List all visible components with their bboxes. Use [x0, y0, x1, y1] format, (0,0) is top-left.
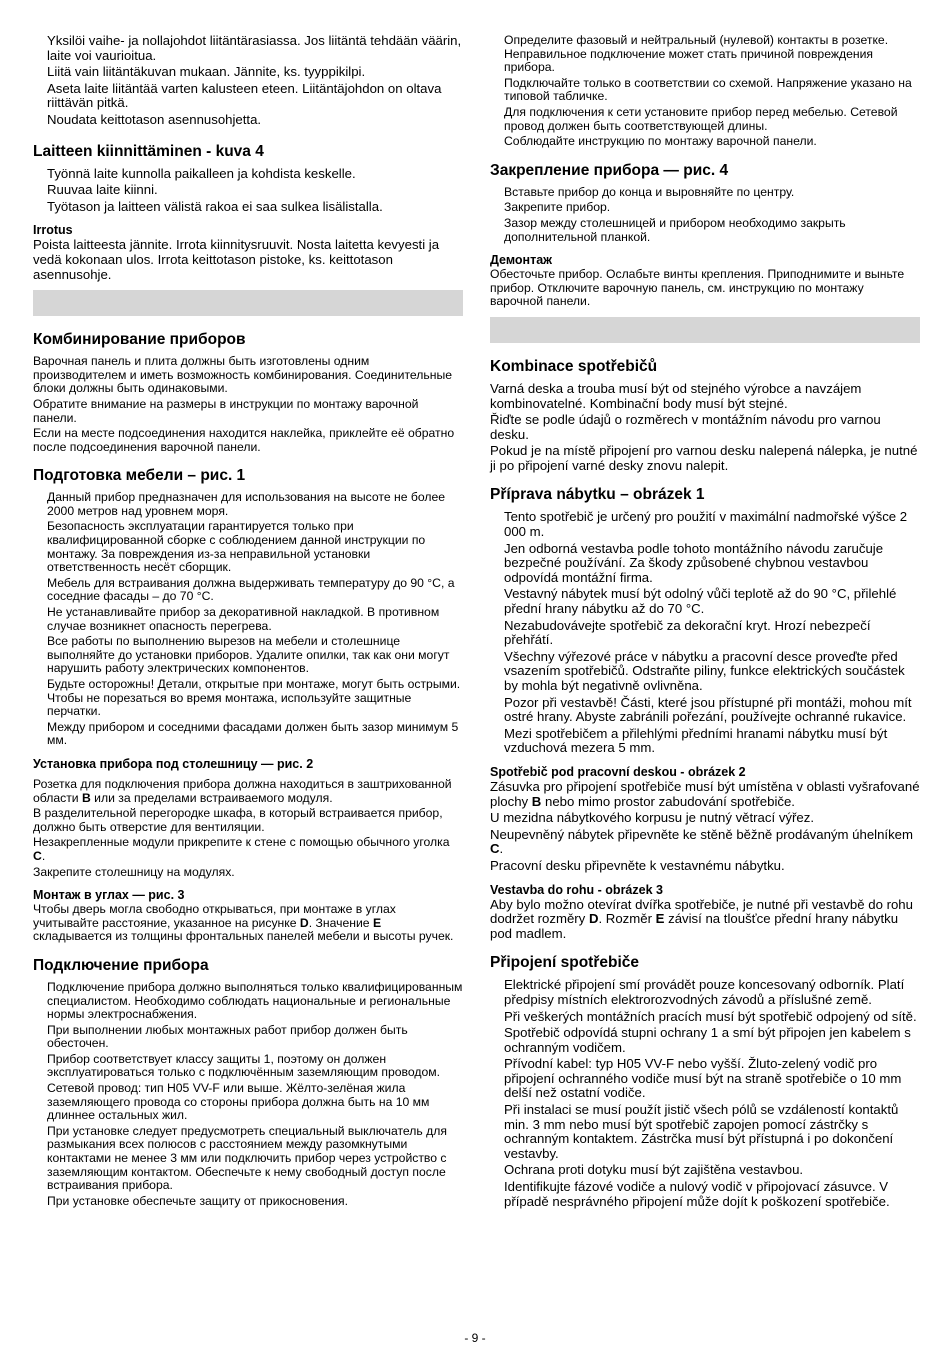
paragraph: Řiďte se podle údajů o rozměrech v montážním návodu pro varnou desku.: [490, 412, 881, 442]
paragraph: Ruuvaa laite kiinni.: [47, 182, 158, 198]
paragraph: Identifikujte fázové vodiče a nulový vodič v připojovací zásuvce. V případě nesprávného připojení může dojít k poškození spotřebiče.: [504, 1179, 890, 1209]
paragraph: Розетка для подключения прибора должна находиться в заштрихованной области B или за пределами встраиваемого модуля.: [33, 776, 452, 805]
paragraph: При установке обеспечьте защиту от прикосновения.: [47, 1193, 348, 1208]
paragraph: Přívodní kabel: typ H05 VV-F nebo vyšší. Žluto-zelený vodič pro připojení ochranného vodiče musí být na straně spotřebiče o 10 mm delší než ostatní vodiče.: [504, 1056, 902, 1101]
paragraph: Aby bylo možno otevírat dvířka spotřebiče, je nutné při vestavbě do rohu dodržet rozměry D. Rozměr E závisí na tloušťce přední hrany nábytku pod madlem.: [490, 896, 913, 941]
paragraph: Zásuvka pro připojení spotřebiče musí být umístěna v oblasti vyšrafované plochy B nebo mimo prostor zabudování spotřebiče.: [490, 778, 920, 809]
paragraph: При выполнении любых монтажных работ прибор должен быть обесточен.: [47, 1022, 408, 1051]
paragraph: Elektrické připojení smí provádět pouze koncesovaný odborník. Platí předpisy místních elektrorozvodných závodů a příslušné země.: [504, 977, 905, 1007]
paragraph: Työtason ja laitteen välistä rakoa ei saa sulkea lisälistalla.: [47, 198, 383, 214]
paragraph: Безопасность эксплуатации гарантируется только при квалифицированной сборке с соблюдением данной инструкции по монтажу. За повреждения из-за неправильной установки ответственность несёт сборщик.: [47, 519, 426, 575]
paragraph: Закрепите столешницу на модулях.: [33, 864, 235, 879]
language-separator-bar: [490, 317, 920, 343]
paragraph: Чтобы дверь могла свободно открываться, при монтаже в углах учитывайте расстояние, указанное на рисунке D. Значение E складывается из толщины фронтальных панелей мебели и высоты ручек.: [33, 902, 454, 944]
paragraph: Nezabudovávejte spotřebič za dekorační kryt. Hrozí nebezpečí přehřátí.: [504, 617, 871, 648]
subsection-heading: Spotřebič pod pracovní deskou - obrázek 2: [490, 764, 746, 779]
paragraph: Определите фазовый и нейтральный (нулевой) контакты в розетке. Неправильное подключение может стать причиной повреждения прибора.: [504, 33, 889, 75]
subsection-heading: Монтаж в углах — рис. 3: [33, 888, 185, 903]
paragraph: Соблюдайте инструкцию по монтажу варочной панели.: [504, 134, 817, 149]
paragraph: Mezi spotřebičem a přilehlými předními hranami nábytku musí být vzduchová mezera 5 mm.: [504, 725, 888, 756]
section-heading: Комбинирование приборов: [33, 331, 246, 349]
subsection-heading: Irrotus: [33, 223, 73, 238]
paragraph: Aseta laite liitäntää varten kalusteen eteen. Liitäntäjohdon on oltava riittävän pitkä.: [47, 80, 442, 111]
section-heading: Закрепление прибора — рис. 4: [490, 161, 729, 179]
subsection-heading: Установка прибора под столешницу — рис. 2: [33, 756, 314, 771]
paragraph: Tento spotřebič je určený pro použití v maximální nadmořské výšce 2 000 m.: [504, 509, 908, 540]
paragraph: Neupevněný nábytek připevněte ke stěně běžně prodávaným úhelníkem C.: [490, 826, 914, 857]
paragraph: Варочная панель и плита должны быть изготовлены одним производителем и иметь возможность комбинирования. Соединительные блоки должны быть одинаковыми.: [33, 354, 453, 396]
paragraph: Подключение прибора должно выполняться только квалифицированным специалистом. Необходимо соблюдать национальные и региональные нормы электроснабжения.: [47, 979, 463, 1022]
paragraph: Pracovní desku připevněte k vestavnému nábytku.: [490, 857, 785, 873]
paragraph: Jen odborná vestavba podle tohoto montážního návodu zaručuje bezpečné používání. Za škody způsobené chybnou vestavbou odpovídá montážní firma.: [504, 540, 884, 585]
paragraph: Noudata keittotason asennusohjetta.: [47, 111, 262, 127]
paragraph: Spotřebič odpovídá stupni ochrany 1 a smí být připojen jen kabelem s ochranným vodičem.: [504, 1025, 911, 1055]
subsection-heading: Vestavba do rohu - obrázek 3: [490, 882, 663, 897]
paragraph: Varná deska a trouba musí být od stejného výrobce a navzájem kombinovatelné. Kombinační body musí být stejné.: [490, 380, 862, 411]
section-heading: Kombinace spotřebičů: [490, 357, 658, 375]
paragraph: Не устанавливайте прибор за декоративной накладкой. В противном случае возникнет опасность перегрева.: [47, 605, 440, 633]
paragraph: При установке следует предусмотреть специальный выключатель для размыкания всех полюсов с расстоянием между разомкнутыми контактами не менее 3 мм или подключить прибор через устройство с заземляющим контактом. Обеспечьте к нему свободный доступ после встраивания прибора.: [47, 1123, 447, 1193]
paragraph: Закрепите прибор.: [504, 200, 611, 215]
paragraph: Мебель для встраивания должна выдерживать температуру до 90 °C, а соседние фасады – до 70 °C.: [47, 575, 455, 604]
paragraph: Вставьте прибор до конца и выровняйте по центру.: [504, 184, 795, 199]
paragraph: Pozor při vestavbě! Části, které jsou přístupné při montáži, mohou mít ostré hrany. Abyste zabránili pořezání, používejte ochranné rukavice.: [504, 694, 912, 725]
paragraph: Данный прибор предназначен для использования на высоте не более 2000 метров над уровнем моря.: [47, 490, 446, 518]
paragraph: Při veškerých montážních pracích musí být spotřebič odpojený od sítě.: [504, 1008, 917, 1024]
paragraph: Poista laitteesta jännite. Irrota kiinnitysruuvit. Nosta laitetta kevyesti ja vedä kokonaan ulos. Irrota keittotason pistoke, ks. keittotason asennusohje.: [33, 237, 440, 282]
language-separator-bar: [33, 290, 463, 316]
left-column: [33, 34, 463, 1210]
paragraph: Будьте осторожны! Детали, открытые при монтаже, могут быть острыми. Чтобы не порезаться во время монтажа, используйте защитные перчатки.: [47, 677, 461, 719]
page-number: - 9 -: [464, 1331, 486, 1345]
paragraph: Při instalaci se musí použít jistič všech pólů se vzdáleností kontaktů min. 3 mm nebo musí být spotřebič zapojen pomocí zástrčky s ochranným kontaktem. Zástrčka musí být přístupná i po dokončení vestavby.: [504, 1102, 899, 1161]
paragraph: Yksilöi vaihe- ja nollajohdot liitäntärasiassa. Jos liitäntä tehdään väärin, laite voi vaurioitua.: [47, 33, 462, 63]
section-heading: Подключение прибора: [33, 956, 209, 974]
subsection-heading: Демонтаж: [490, 253, 553, 268]
paragraph: Между прибором и соседними фасадами должен быть зазор минимум 5 мм.: [47, 719, 459, 748]
paragraph: U mezidna nábytkového korpusu je nutný větrací výřez.: [490, 810, 814, 826]
paragraph: Ochrana proti dotyku musí být zajištěna vestavbou.: [504, 1162, 804, 1178]
paragraph: Для подключения к сети установите прибор перед мебелью. Сетевой провод должен быть соответствующей длины.: [504, 104, 898, 133]
right-column: [490, 34, 920, 1211]
paragraph: Työnnä laite kunnolla paikalleen ja kohdista keskelle.: [47, 165, 356, 181]
fi-install-list: [33, 34, 463, 128]
paragraph: Обесточьте прибор. Ослабьте винты крепления. Приподнимите и выньте прибор. Отключите варочную панель, см. инструкцию по монтажу варочной панели.: [490, 267, 905, 309]
paragraph: Если на месте подсоединения находится наклейка, приклейте её обратно после подсоединения варочной панели.: [33, 426, 455, 454]
paragraph: Pokud je na místě připojení pro varnou desku nalepená nálepka, je nutné ji po připojení varné desky znovu nalepit.: [490, 443, 918, 473]
paragraph: Зазор между столешницей и прибором необходимо закрыть дополнительной планкой.: [504, 215, 846, 244]
section-heading: Připojení spotřebiče: [490, 954, 640, 972]
paragraph: Прибор соответствует классу защиты 1, поэтому он должен эксплуатироваться только с подключённым заземляющим проводом.: [47, 1051, 441, 1080]
paragraph: Všechny výřezové práce v nábytku a pracovní desce proveďte před vsazením spotřebičů. Odstraňte piliny, funkce elektrických součástek by mohla být negativně ovlivněna.: [504, 648, 905, 693]
section-heading: Laitteen kiinnittäminen - kuva 4: [33, 142, 264, 160]
paragraph: Все работы по выполнению вырезов на мебели и столешнице выполняйте до установки приборов. Удалите опилки, так как они могут нарушить работу электрических компонентов.: [47, 634, 450, 676]
section-heading: Подготовка мебели – рис. 1: [33, 467, 246, 485]
paragraph: Подключайте только в соответствии со схемой. Напряжение указано на типовой табличке.: [504, 75, 912, 104]
paragraph: Обратите внимание на размеры в инструкции по монтажу варочной панели.: [33, 396, 419, 425]
paragraph: Сетевой провод: тип H05 VV-F или выше. Жёлто-зелёная жила заземляющего провода со стороны прибора должна быть на 10 мм длиннее остальных жил.: [47, 1081, 430, 1123]
section-heading: Příprava nábytku – obrázek 1: [490, 486, 705, 504]
paragraph: Vestavný nábytek musí být odolný vůči teplotě až do 90 °C, přilehlé přední hrany nábytku až do 70 °C.: [504, 586, 897, 617]
paragraph: В разделительной перегородке шкафа, в который встраивается прибор, должно быть отверстие для вентиляции.: [33, 806, 443, 834]
paragraph: Незакрепленные модули прикрепите к стене с помощью обычного уголка C.: [33, 835, 450, 863]
paragraph: Liitä vain liitäntäkuvan mukaan. Jännite, ks. tyyppikilpi.: [47, 64, 366, 80]
